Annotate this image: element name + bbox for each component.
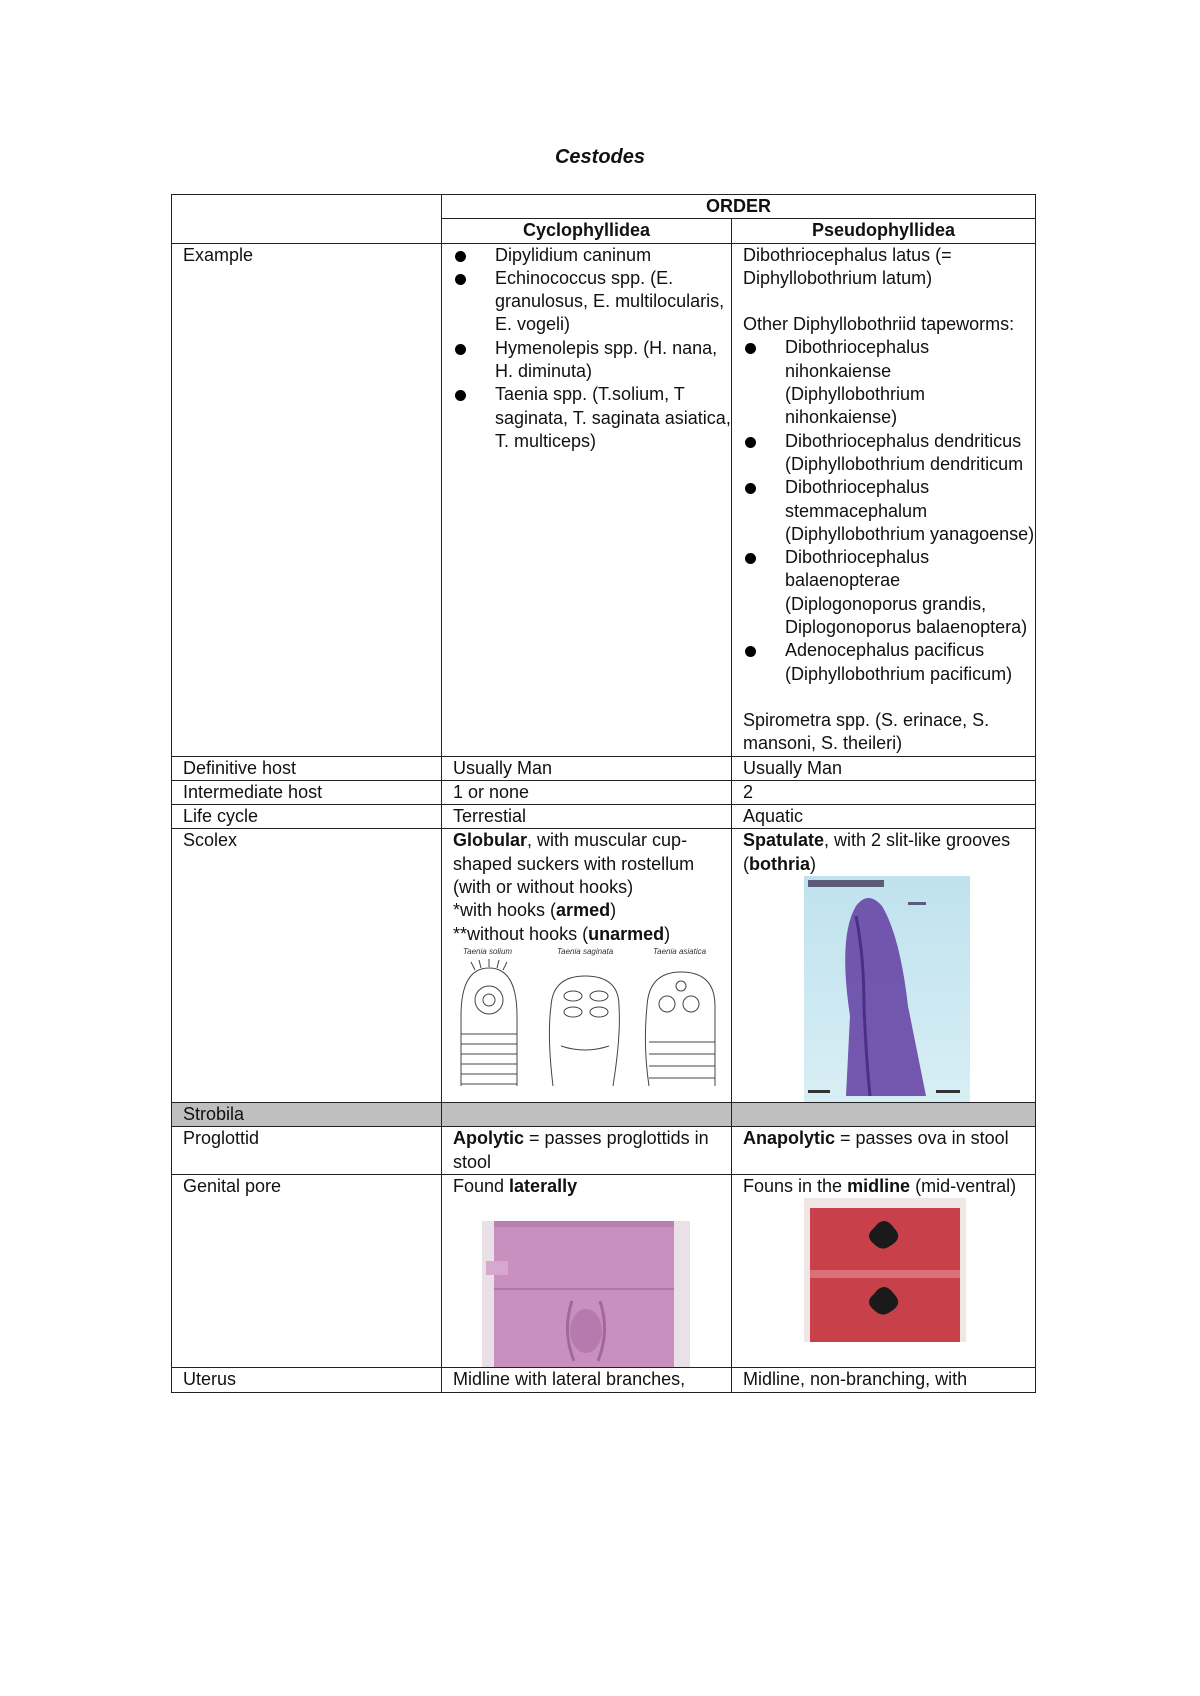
row-intermediate-host — [172, 780, 1036, 804]
pseudo-example-spirometra: Spirometra spp. (S. erinace, S. mansoni, S. theileri) — [743, 709, 990, 754]
row-label: Proglottid — [172, 1127, 442, 1175]
cyclo-value: Midline with lateral branches, — [442, 1368, 732, 1392]
fig-label-taenia-asiatica: Taenia asiatica — [653, 946, 707, 956]
header-pseudophyllidea: Pseudophyllidea — [732, 219, 1036, 243]
example-pseudo-cell — [732, 243, 1036, 756]
row-genital-pore — [172, 1174, 1036, 1367]
header-row-order — [172, 195, 1036, 219]
cyclo-example-list — [453, 244, 731, 454]
fig-label-taenia-saginata: Taenia saginata — [557, 946, 614, 956]
pseudo-value: Usually Man — [732, 756, 1036, 780]
strobila-pseudo-blank — [732, 1103, 1036, 1127]
taenia-asiatica-drawing — [645, 972, 715, 1086]
header-cyclophyllidea: Cyclophyllidea — [442, 219, 732, 243]
row-label: Definitive host — [172, 756, 442, 780]
fig-label-taenia-solium: Taenia solium — [463, 946, 513, 956]
row-label: Intermediate host — [172, 780, 442, 804]
list-item: Adenocephalus pacificus (Diphyllobothrium pacificum) — [743, 639, 1035, 686]
proglottid-midline-photo — [804, 1198, 966, 1342]
pseudo-value: 2 — [732, 780, 1036, 804]
proglottid-lateral-photo — [482, 1221, 690, 1367]
scolex-cyclo-text: Globular, with muscular cup-shaped suckers with rostellum (with or without hooks) — [453, 830, 695, 898]
row-label-example: Example — [172, 243, 442, 756]
list-item: Dibothriocephalus dendriticus (Diphyllobothrium dendriticum — [743, 430, 1035, 477]
row-label: Genital pore — [172, 1174, 442, 1367]
scolex-unarmed: **without hooks (unarmed) — [453, 923, 671, 944]
row-strobila — [172, 1103, 1036, 1127]
pseudo-value: Midline, non-branching, with — [732, 1368, 1036, 1392]
scolex-pseudo-cell — [732, 829, 1036, 1103]
list-item: Taenia spp. (T.solium, T saginata, T. saginata asiatica, T. multiceps) — [453, 383, 731, 453]
row-proglottid — [172, 1127, 1036, 1175]
cyclo-value: Usually Man — [442, 756, 732, 780]
cestodes-table — [171, 194, 1036, 1393]
header-blank-cell — [172, 195, 442, 244]
row-scolex — [172, 829, 1036, 1103]
list-item: Dibothriocephalus stemmacephalum (Diphyllobothrium yanagoense) — [743, 476, 1035, 546]
scolex-cyclo-cell — [442, 829, 732, 1103]
pseudo-example-list — [743, 336, 1035, 685]
list-item: Dibothriocephalus nihonkaiense (Diphyllobothrium nihonkaiense) — [743, 336, 1035, 429]
example-cyclo-cell — [442, 243, 732, 756]
genital-cyclo-cell: Found laterally — [442, 1174, 732, 1367]
scolex-pseudo-text: Spatulate, with 2 slit-like grooves (bothria) — [743, 830, 1011, 874]
list-item: Dipylidium caninum — [453, 244, 731, 267]
strobila-cyclo-blank — [442, 1103, 732, 1127]
row-uterus — [172, 1368, 1036, 1392]
pseudo-value: Aquatic — [732, 805, 1036, 829]
list-item: Dibothriocephalus balaenopterae (Diplogonoporus grandis, Diplogonoporus balaenoptera) — [743, 546, 1035, 639]
list-item: Hymenolepis spp. (H. nana, H. diminuta) — [453, 337, 731, 384]
row-life-cycle — [172, 805, 1036, 829]
taenia-saginata-drawing — [549, 976, 619, 1086]
row-label: Life cycle — [172, 805, 442, 829]
genital-pseudo-cell: Founs in the midline (mid-ventral) — [732, 1174, 1036, 1367]
cyclo-value: Apolytic = passes proglottids in stool — [442, 1127, 732, 1175]
scolex-drawings-figure — [453, 946, 725, 1094]
row-label-strobila: Strobila — [172, 1103, 442, 1127]
row-example — [172, 243, 1036, 756]
scolex-photo — [804, 876, 970, 1102]
cyclo-value: 1 or none — [442, 780, 732, 804]
header-order: ORDER — [442, 195, 1036, 219]
pseudo-example-other: Other Diphyllobothriid tapeworms: — [743, 314, 1015, 335]
cyclo-value: Terrestial — [442, 805, 732, 829]
taenia-solium-drawing — [461, 959, 517, 1086]
pseudo-example-intro: Dibothriocephalus latus (= Diphyllobothrium latum) — [743, 244, 952, 288]
row-label: Scolex — [172, 829, 442, 1103]
scolex-bothria: bothria — [749, 853, 810, 874]
page-title: Cestodes — [554, 146, 646, 168]
scolex-globular: Globular — [453, 830, 528, 851]
row-definitive-host — [172, 756, 1036, 780]
pseudo-value: Anapolytic = passes ova in stool — [732, 1127, 1036, 1175]
row-label: Uterus — [172, 1368, 442, 1392]
list-item: Echinococcus spp. (E. granulosus, E. multilocularis, E. vogeli) — [453, 267, 731, 337]
scolex-armed: *with hooks (armed) — [453, 900, 617, 921]
scolex-spatulate: Spatulate — [743, 830, 825, 851]
